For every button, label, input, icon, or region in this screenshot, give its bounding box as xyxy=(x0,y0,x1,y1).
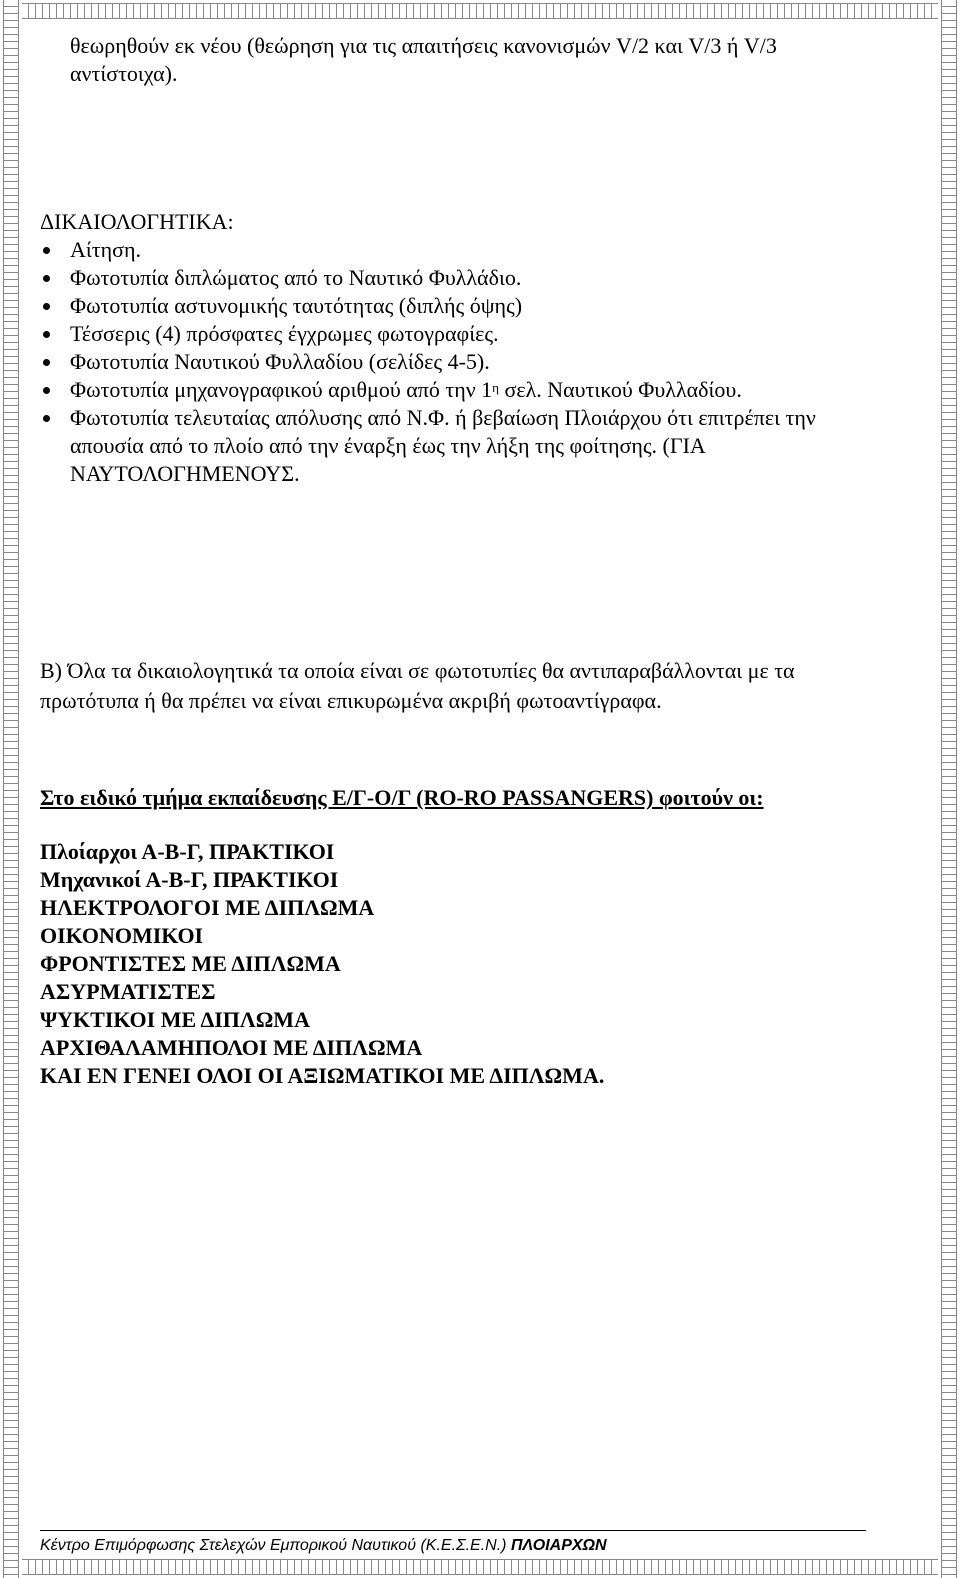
role-item: ΦΡΟΝΤΙΣΤΕΣ ΜΕ ΔΙΠΛΩΜΑ xyxy=(40,951,341,976)
superscript: η xyxy=(492,380,499,395)
paragraph-b xyxy=(40,656,920,716)
item-line: ΝΑΥΤΟΛΟΓΗΜΕΝΟΥΣ. xyxy=(70,461,300,486)
item-line: Φωτοτυπία τελευταίας απόλυσης από Ν.Φ. ή βεβαίωση Πλοιάρχου ότι επιτρέπει την xyxy=(70,405,816,430)
item-text: σελ. Ναυτικού Φυλλαδίου. xyxy=(498,377,742,402)
role-item: ΑΣΥΡΜΑΤΙΣΤΕΣ xyxy=(40,979,216,1004)
footer xyxy=(40,1537,607,1555)
page-content xyxy=(40,32,920,1090)
item-text: Φωτοτυπία μηχανογραφικού αριθμού από την 1 xyxy=(70,377,493,402)
role-item: Πλοίαρχοι Α-Β-Γ, ΠΡΑΚΤΙΚΟΙ xyxy=(40,839,335,864)
paragraph-line: Β) Όλα τα δικαιολογητικά τα οποία είναι σε φωτοτυπίες θα αντιπαραβάλλονται με τα xyxy=(40,658,795,683)
decorative-border-top xyxy=(0,0,960,22)
role-item: ΚΑΙ ΕΝ ΓΕΝΕΙ ΟΛΟΙ ΟΙ ΑΞΙΩΜΑΤΙΚΟΙ ΜΕ ΔΙΠΛΩΜΑ. xyxy=(40,1063,605,1088)
intro-line-1: θεωρηθούν εκ νέου (θεώρηση για τις απαιτήσεις κανονισμών V/2 και V/3 ή V/3 xyxy=(70,33,777,58)
role-item: ΑΡΧΙΘΑΛΑΜΗΠΟΛΟΙ ΜΕ ΔΙΠΛΩΜΑ xyxy=(40,1035,423,1060)
list-item: Φωτοτυπία διπλώματος από το Ναυτικό Φυλλάδιο. xyxy=(40,264,920,292)
intro-line-2: αντίστοιχα). xyxy=(70,61,178,86)
decorative-border-right xyxy=(938,0,960,1578)
decorative-border-bottom xyxy=(0,1556,960,1578)
section-title: Στο ειδικό τμήμα εκπαίδευσης Ε/Γ-Ο/Γ (RO-RO PASSANGERS) φοιτούν οι: xyxy=(40,785,764,810)
documents-list xyxy=(40,236,920,488)
list-item: Αίτηση. xyxy=(40,236,920,264)
paragraph-line: πρωτότυπα ή θα πρέπει να είναι επικυρωμένα ακριβή φωτοαντίγραφα. xyxy=(40,688,662,713)
role-item: ΗΛΕΚΤΡΟΛΟΓΟΙ ΜΕ ΔΙΠΛΩΜΑ xyxy=(40,895,375,920)
list-item: Φωτοτυπία Ναυτικού Φυλλαδίου (σελίδες 4-5). xyxy=(40,348,920,376)
item-line: απουσία από το πλοίο από την έναρξη έως την λήξη της φοίτησης. (ΓΙΑ xyxy=(70,433,706,458)
list-item xyxy=(40,376,920,404)
decorative-border-left xyxy=(0,0,22,1578)
role-item: ΨΥΚΤΙΚΟΙ ΜΕ ΔΙΠΛΩΜΑ xyxy=(40,1007,310,1032)
footer-text: Κέντρο Επιμόρφωσης Στελεχών Εμπορικού Ναυτικού (Κ.Ε.Σ.Ε.Ν.) xyxy=(40,1537,511,1554)
list-item xyxy=(40,404,920,488)
documents-heading: ΔΙΚΑΙΟΛΟΓΗΤΙΚΑ: xyxy=(40,209,234,234)
footer-divider xyxy=(40,1530,866,1531)
roles-list xyxy=(40,838,920,1090)
list-item: Φωτοτυπία αστυνομικής ταυτότητας (διπλής όψης) xyxy=(40,292,920,320)
role-item: Μηχανικοί Α-Β-Γ, ΠΡΑΚΤΙΚΟΙ xyxy=(40,867,339,892)
footer-bold-text: ΠΛΟΙΑΡΧΩΝ xyxy=(510,1537,607,1554)
role-item: ΟΙΚΟΝΟΜΙΚΟΙ xyxy=(40,923,204,948)
list-item: Τέσσερις (4) πρόσφατες έγχρωμες φωτογραφίες. xyxy=(40,320,920,348)
